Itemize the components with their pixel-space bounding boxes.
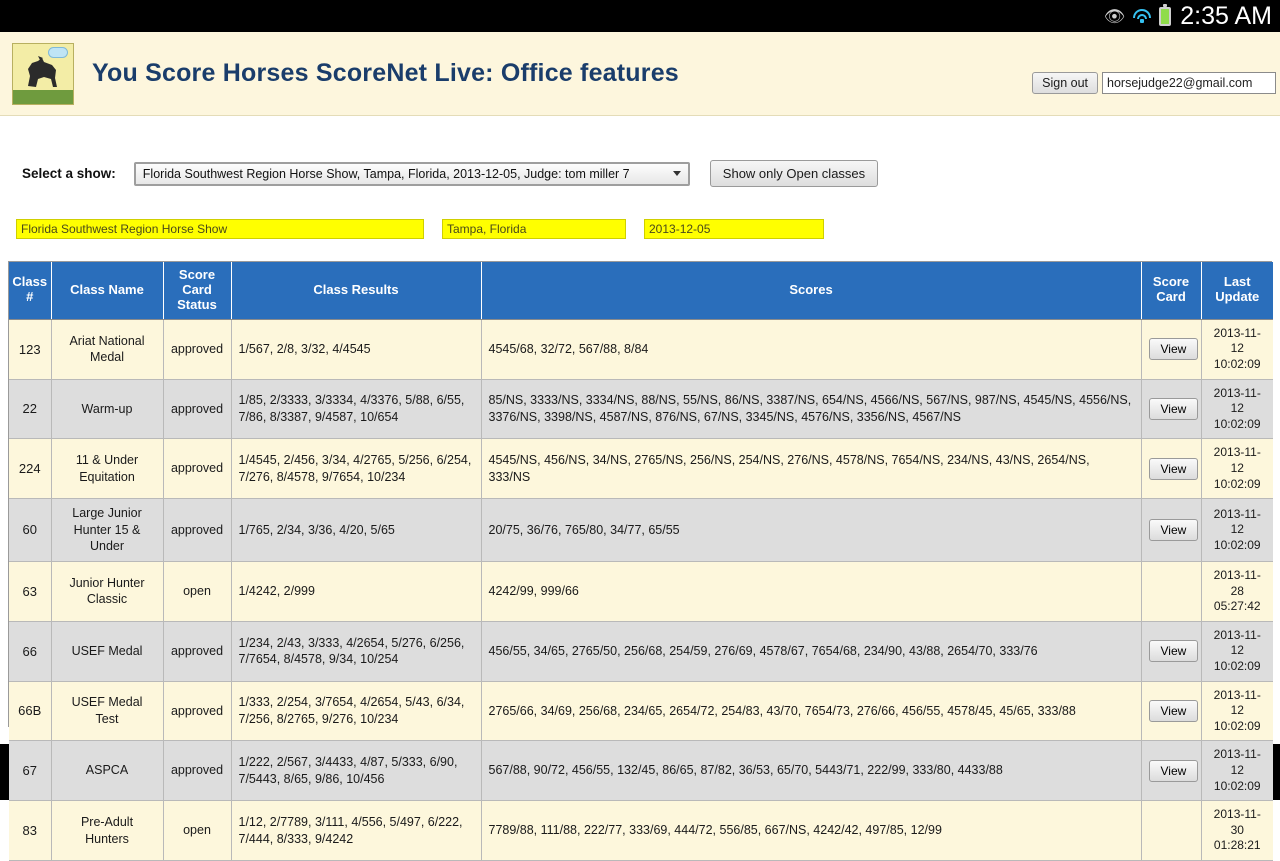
col-score-card-status: Score Card Status: [163, 262, 231, 319]
show-location-field[interactable]: Tampa, Florida: [442, 219, 626, 239]
cell-class-name: Junior Hunter Classic: [51, 562, 163, 622]
cell-score-card: [1141, 562, 1201, 622]
cell-class-number: 63: [9, 562, 51, 622]
cell-scores: 2765/66, 34/69, 256/68, 234/65, 2654/72, 254/83, 43/70, 7654/73, 276/66, 456/55, 4578/45, 45/65, 333/88: [481, 681, 1141, 741]
cell-score-card-status: approved: [163, 621, 231, 681]
cell-class-results: 1/333, 2/254, 3/7654, 4/2654, 5/43, 6/34, 7/256, 8/2765, 9/276, 10/234: [231, 681, 481, 741]
android-status-bar: [0, 0, 1280, 32]
view-score-card-button[interactable]: View: [1149, 519, 1199, 541]
cell-class-name: USEF Medal: [51, 621, 163, 681]
cell-scores: 567/88, 90/72, 456/55, 132/45, 86/65, 87/82, 36/53, 65/70, 5443/71, 222/99, 333/80, 4433/88: [481, 741, 1141, 801]
table-row: [9, 741, 1273, 801]
cell-last-update: 2013-11-12 10:02:09: [1201, 741, 1273, 801]
cell-score-card: [1141, 681, 1201, 741]
cell-last-update: 2013-11-12 10:02:09: [1201, 319, 1273, 379]
table-header: [9, 262, 1273, 319]
cell-score-card-status: approved: [163, 681, 231, 741]
cell-last-update: 2013-11-12 10:02:09: [1201, 379, 1273, 439]
cell-class-name: Ariat National Medal: [51, 319, 163, 379]
status-bar-clock: 2:35 AM: [1180, 1, 1272, 30]
view-score-card-button[interactable]: View: [1149, 760, 1199, 782]
cell-last-update: 2013-11-12 10:02:09: [1201, 621, 1273, 681]
col-class-number: Class #: [9, 262, 51, 319]
eye-icon: 👁: [1103, 6, 1126, 26]
cell-scores: 20/75, 36/76, 765/80, 34/77, 65/55: [481, 499, 1141, 562]
cell-score-card: [1141, 801, 1201, 861]
show-select-dropdown[interactable]: [134, 162, 690, 186]
cell-last-update: 2013-11-30 01:28:21: [1201, 801, 1273, 861]
horse-icon: [22, 56, 62, 90]
table-row: [9, 319, 1273, 379]
cell-score-card-status: approved: [163, 319, 231, 379]
wifi-icon: [1132, 8, 1152, 25]
battery-icon: [1159, 7, 1171, 26]
show-select-value: Florida Southwest Region Horse Show, Tampa, Florida, 2013-12-05, Judge: tom miller 7: [142, 166, 630, 181]
cell-class-number: 66B: [9, 681, 51, 741]
table-row: [9, 621, 1273, 681]
cell-score-card: [1141, 621, 1201, 681]
cell-class-results: 1/4545, 2/456, 3/34, 4/2765, 5/256, 6/254, 7/276, 8/4578, 9/7654, 10/234: [231, 439, 481, 499]
cell-score-card-status: approved: [163, 741, 231, 801]
col-class-name: Class Name: [51, 262, 163, 319]
cell-score-card: [1141, 499, 1201, 562]
email-field[interactable]: [1102, 72, 1276, 94]
cell-last-update: 2013-11-12 10:02:09: [1201, 439, 1273, 499]
table-row: [9, 499, 1273, 562]
cell-class-name: USEF Medal Test: [51, 681, 163, 741]
table-row: [9, 562, 1273, 622]
classes-table-container[interactable]: [8, 261, 1272, 853]
cell-class-name: Warm-up: [51, 379, 163, 439]
cell-scores: 456/55, 34/65, 2765/50, 256/68, 254/59, 276/69, 4578/67, 7654/68, 234/90, 43/88, 2654/70, 333/76: [481, 621, 1141, 681]
cell-score-card-status: open: [163, 562, 231, 622]
col-score-card: Score Card: [1141, 262, 1201, 319]
view-score-card-button[interactable]: View: [1149, 398, 1199, 420]
cell-class-results: 1/12, 2/7789, 3/111, 4/556, 5/497, 6/222, 7/444, 8/333, 9/4242: [231, 801, 481, 861]
cell-class-name: ASPCA: [51, 741, 163, 801]
show-selector-row: [0, 160, 1280, 187]
table-header-row: [9, 262, 1273, 319]
view-score-card-button[interactable]: View: [1149, 700, 1199, 722]
chevron-down-icon[interactable]: [668, 165, 686, 183]
cell-class-number: 123: [9, 319, 51, 379]
view-score-card-button[interactable]: View: [1149, 458, 1199, 480]
cell-class-results: 1/85, 2/3333, 3/3334, 4/3376, 5/88, 6/55, 7/86, 8/3387, 9/4587, 10/654: [231, 379, 481, 439]
browser-viewport: [0, 32, 1280, 853]
cell-score-card-status: open: [163, 801, 231, 861]
cell-score-card-status: approved: [163, 379, 231, 439]
sign-out-button[interactable]: Sign out: [1032, 72, 1098, 94]
classes-table: [9, 262, 1273, 861]
cell-class-results: 1/234, 2/43, 3/333, 4/2654, 5/276, 6/256, 7/7654, 8/4578, 9/34, 10/254: [231, 621, 481, 681]
cell-score-card: [1141, 319, 1201, 379]
cell-last-update: 2013-11-12 10:02:09: [1201, 499, 1273, 562]
cell-class-results: 1/765, 2/34, 3/36, 4/20, 5/65: [231, 499, 481, 562]
table-row: [9, 439, 1273, 499]
cell-last-update: 2013-11-12 10:02:09: [1201, 681, 1273, 741]
show-name-field[interactable]: Florida Southwest Region Horse Show: [16, 219, 424, 239]
cell-class-name: 11 & Under Equitation: [51, 439, 163, 499]
table-body: [9, 319, 1273, 860]
cell-last-update: 2013-11-28 05:27:42: [1201, 562, 1273, 622]
table-row: [9, 379, 1273, 439]
cloud-icon: [48, 47, 68, 58]
cell-scores: 7789/88, 111/88, 222/77, 333/69, 444/72, 556/85, 667/NS, 4242/42, 497/85, 12/99: [481, 801, 1141, 861]
cell-scores: 4545/68, 32/72, 567/88, 8/84: [481, 319, 1141, 379]
view-score-card-button[interactable]: View: [1149, 338, 1199, 360]
cell-class-name: Pre-Adult Hunters: [51, 801, 163, 861]
cell-class-number: 66: [9, 621, 51, 681]
cell-score-card: [1141, 741, 1201, 801]
table-row: [9, 801, 1273, 861]
cell-score-card: [1141, 379, 1201, 439]
cell-scores: 4545/NS, 456/NS, 34/NS, 2765/NS, 256/NS, 254/NS, 276/NS, 4578/NS, 7654/NS, 234/NS, 43/NS, 2654/NS, 333/NS: [481, 439, 1141, 499]
show-date-field[interactable]: 2013-12-05: [644, 219, 824, 239]
cell-scores: 85/NS, 3333/NS, 3334/NS, 88/NS, 55/NS, 86/NS, 3387/NS, 654/NS, 4566/NS, 567/NS, 987/NS, 4545/NS, 4556/NS, 3376/NS, 3398/NS, 4587/NS, 876/NS, 67/NS, 3345/NS, 4576/NS, 3356/NS, 4567/NS: [481, 379, 1141, 439]
cell-class-number: 83: [9, 801, 51, 861]
cell-scores: 4242/99, 999/66: [481, 562, 1141, 622]
col-last-update: Last Update: [1201, 262, 1273, 319]
show-only-open-classes-button[interactable]: Show only Open classes: [710, 160, 878, 187]
table-row: [9, 681, 1273, 741]
cell-class-results: 1/222, 2/567, 3/4433, 4/87, 5/333, 6/90, 7/5443, 8/65, 9/86, 10/456: [231, 741, 481, 801]
show-info-fields: [0, 219, 1280, 239]
cell-class-number: 22: [9, 379, 51, 439]
cell-class-number: 60: [9, 499, 51, 562]
select-show-label: Select a show:: [22, 166, 116, 181]
cell-score-card-status: approved: [163, 499, 231, 562]
app-header: [0, 32, 1280, 116]
cell-class-name: Large Junior Hunter 15 & Under: [51, 499, 163, 562]
account-controls: [1032, 72, 1276, 94]
horse-logo: [12, 43, 74, 105]
cell-class-results: 1/4242, 2/999: [231, 562, 481, 622]
view-score-card-button[interactable]: View: [1149, 640, 1199, 662]
col-class-results: Class Results: [231, 262, 481, 319]
cell-class-number: 67: [9, 741, 51, 801]
page-title: You Score Horses ScoreNet Live: Office features: [92, 59, 679, 87]
cell-score-card: [1141, 439, 1201, 499]
cell-class-results: 1/567, 2/8, 3/32, 4/4545: [231, 319, 481, 379]
cell-score-card-status: approved: [163, 439, 231, 499]
col-scores: Scores: [481, 262, 1141, 319]
cell-class-number: 224: [9, 439, 51, 499]
